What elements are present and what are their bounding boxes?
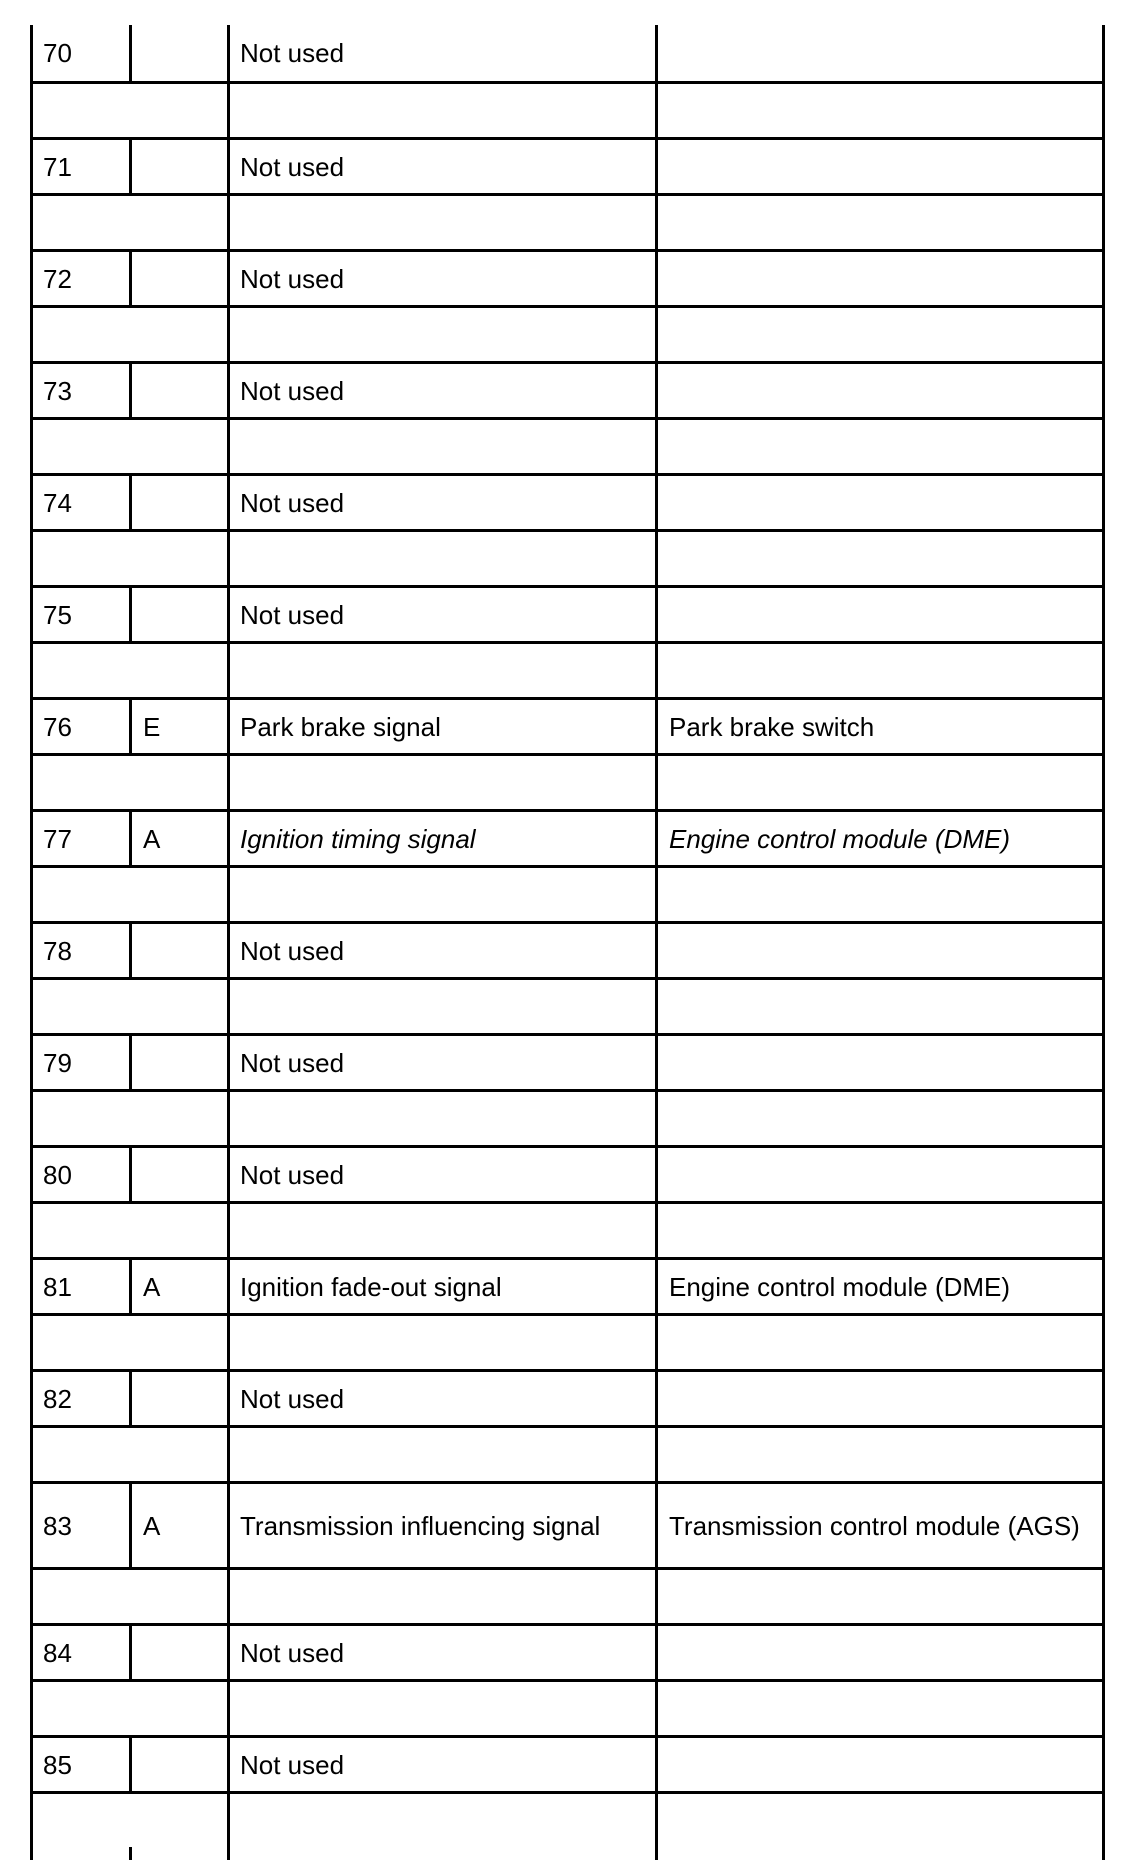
spacer-row [33,1313,1102,1369]
table-row [33,1033,1102,1089]
table-row [33,25,1102,81]
pin-number: 84 [43,1637,72,1668]
pin-number: 83 [43,1510,72,1541]
table-row [33,585,1102,641]
pin-type [143,364,223,417]
signal-description: Not used [240,151,345,182]
connected-component [669,1148,1089,1201]
table-row [33,809,1102,865]
spacer-row [33,753,1102,809]
connected-component [669,1036,1089,1089]
pin-number: 78 [43,935,72,966]
pin-number: 85 [43,1749,72,1780]
pin-number: 74 [43,487,72,518]
table-row [33,1623,1102,1679]
pin-type [143,924,223,977]
pin-number: 76 [43,711,72,742]
connected-component: Engine control module (DME) [669,1271,1011,1302]
pin-number: 81 [43,1271,72,1302]
pin-number: 80 [43,1159,72,1190]
signal-description: Not used [240,375,345,406]
spacer-row [33,1425,1102,1481]
spacer-row [33,977,1102,1033]
spacer-row [33,1679,1102,1735]
connected-component: Park brake switch [669,711,875,742]
connected-component [669,140,1089,193]
connected-component: Engine control module (DME) [669,823,1011,854]
connected-component: Transmission control module (AGS) [669,1510,1080,1541]
signal-description: Not used [240,1383,345,1414]
pin-type [143,1148,223,1201]
signal-description: Ignition fade-out signal [240,1271,502,1302]
spacer-row [33,1791,1102,1847]
connected-component [669,25,1089,81]
connected-component [669,252,1089,305]
pin-type [143,1372,223,1425]
spacer-row [33,193,1102,249]
signal-description: Ignition timing signal [240,823,476,854]
signal-description: Not used [240,1637,345,1668]
spacer-row [33,641,1102,697]
connected-component [669,476,1089,529]
spacer-row [33,529,1102,585]
table-row [33,137,1102,193]
pin-type: E [143,711,161,742]
signal-description: Not used [240,38,345,68]
pin-type [143,1626,223,1679]
table-row [33,1735,1102,1791]
pin-number: 71 [43,151,72,182]
pin-assignment-table [30,25,1105,1860]
pin-type [143,1738,223,1791]
pin-type [143,25,223,81]
table-row [33,361,1102,417]
signal-description: Not used [240,263,345,294]
pin-type [143,588,223,641]
signal-description: Not used [240,935,345,966]
pin-number: 82 [43,1383,72,1414]
connected-component [669,588,1089,641]
table-row [33,249,1102,305]
connected-component [669,1372,1089,1425]
pin-type [143,140,223,193]
signal-description: Not used [240,599,345,630]
spacer-row [33,865,1102,921]
table-row [33,1481,1102,1567]
pin-type: A [143,1510,161,1541]
spacer-row [33,1567,1102,1623]
table-row [33,1257,1102,1313]
pin-number: 75 [43,599,72,630]
table-row [33,921,1102,977]
spacer-row [33,417,1102,473]
table-row [33,473,1102,529]
pin-type: A [143,823,161,854]
signal-description: Not used [240,1749,345,1780]
spacer-row [33,81,1102,137]
pin-number: 70 [43,38,72,68]
table-row [33,1369,1102,1425]
spacer-row [33,305,1102,361]
pin-number: 77 [43,823,72,854]
pin-number: 72 [43,263,72,294]
pin-type [143,1036,223,1089]
table-row [33,697,1102,753]
signal-description: Park brake signal [240,711,441,742]
pin-number: 79 [43,1047,72,1078]
signal-description: Transmission influencing signal [240,1510,601,1541]
signal-description: Not used [240,487,345,518]
pin-type: A [143,1271,161,1302]
spacer-row [33,1201,1102,1257]
pin-type [143,476,223,529]
pin-type [143,252,223,305]
connected-component [669,1738,1089,1791]
signal-description: Not used [240,1159,345,1190]
table-row [33,1145,1102,1201]
spacer-row [33,1089,1102,1145]
connected-component [669,924,1089,977]
connected-component [669,1626,1089,1679]
pin-number: 73 [43,375,72,406]
connected-component [669,364,1089,417]
signal-description: Not used [240,1047,345,1078]
